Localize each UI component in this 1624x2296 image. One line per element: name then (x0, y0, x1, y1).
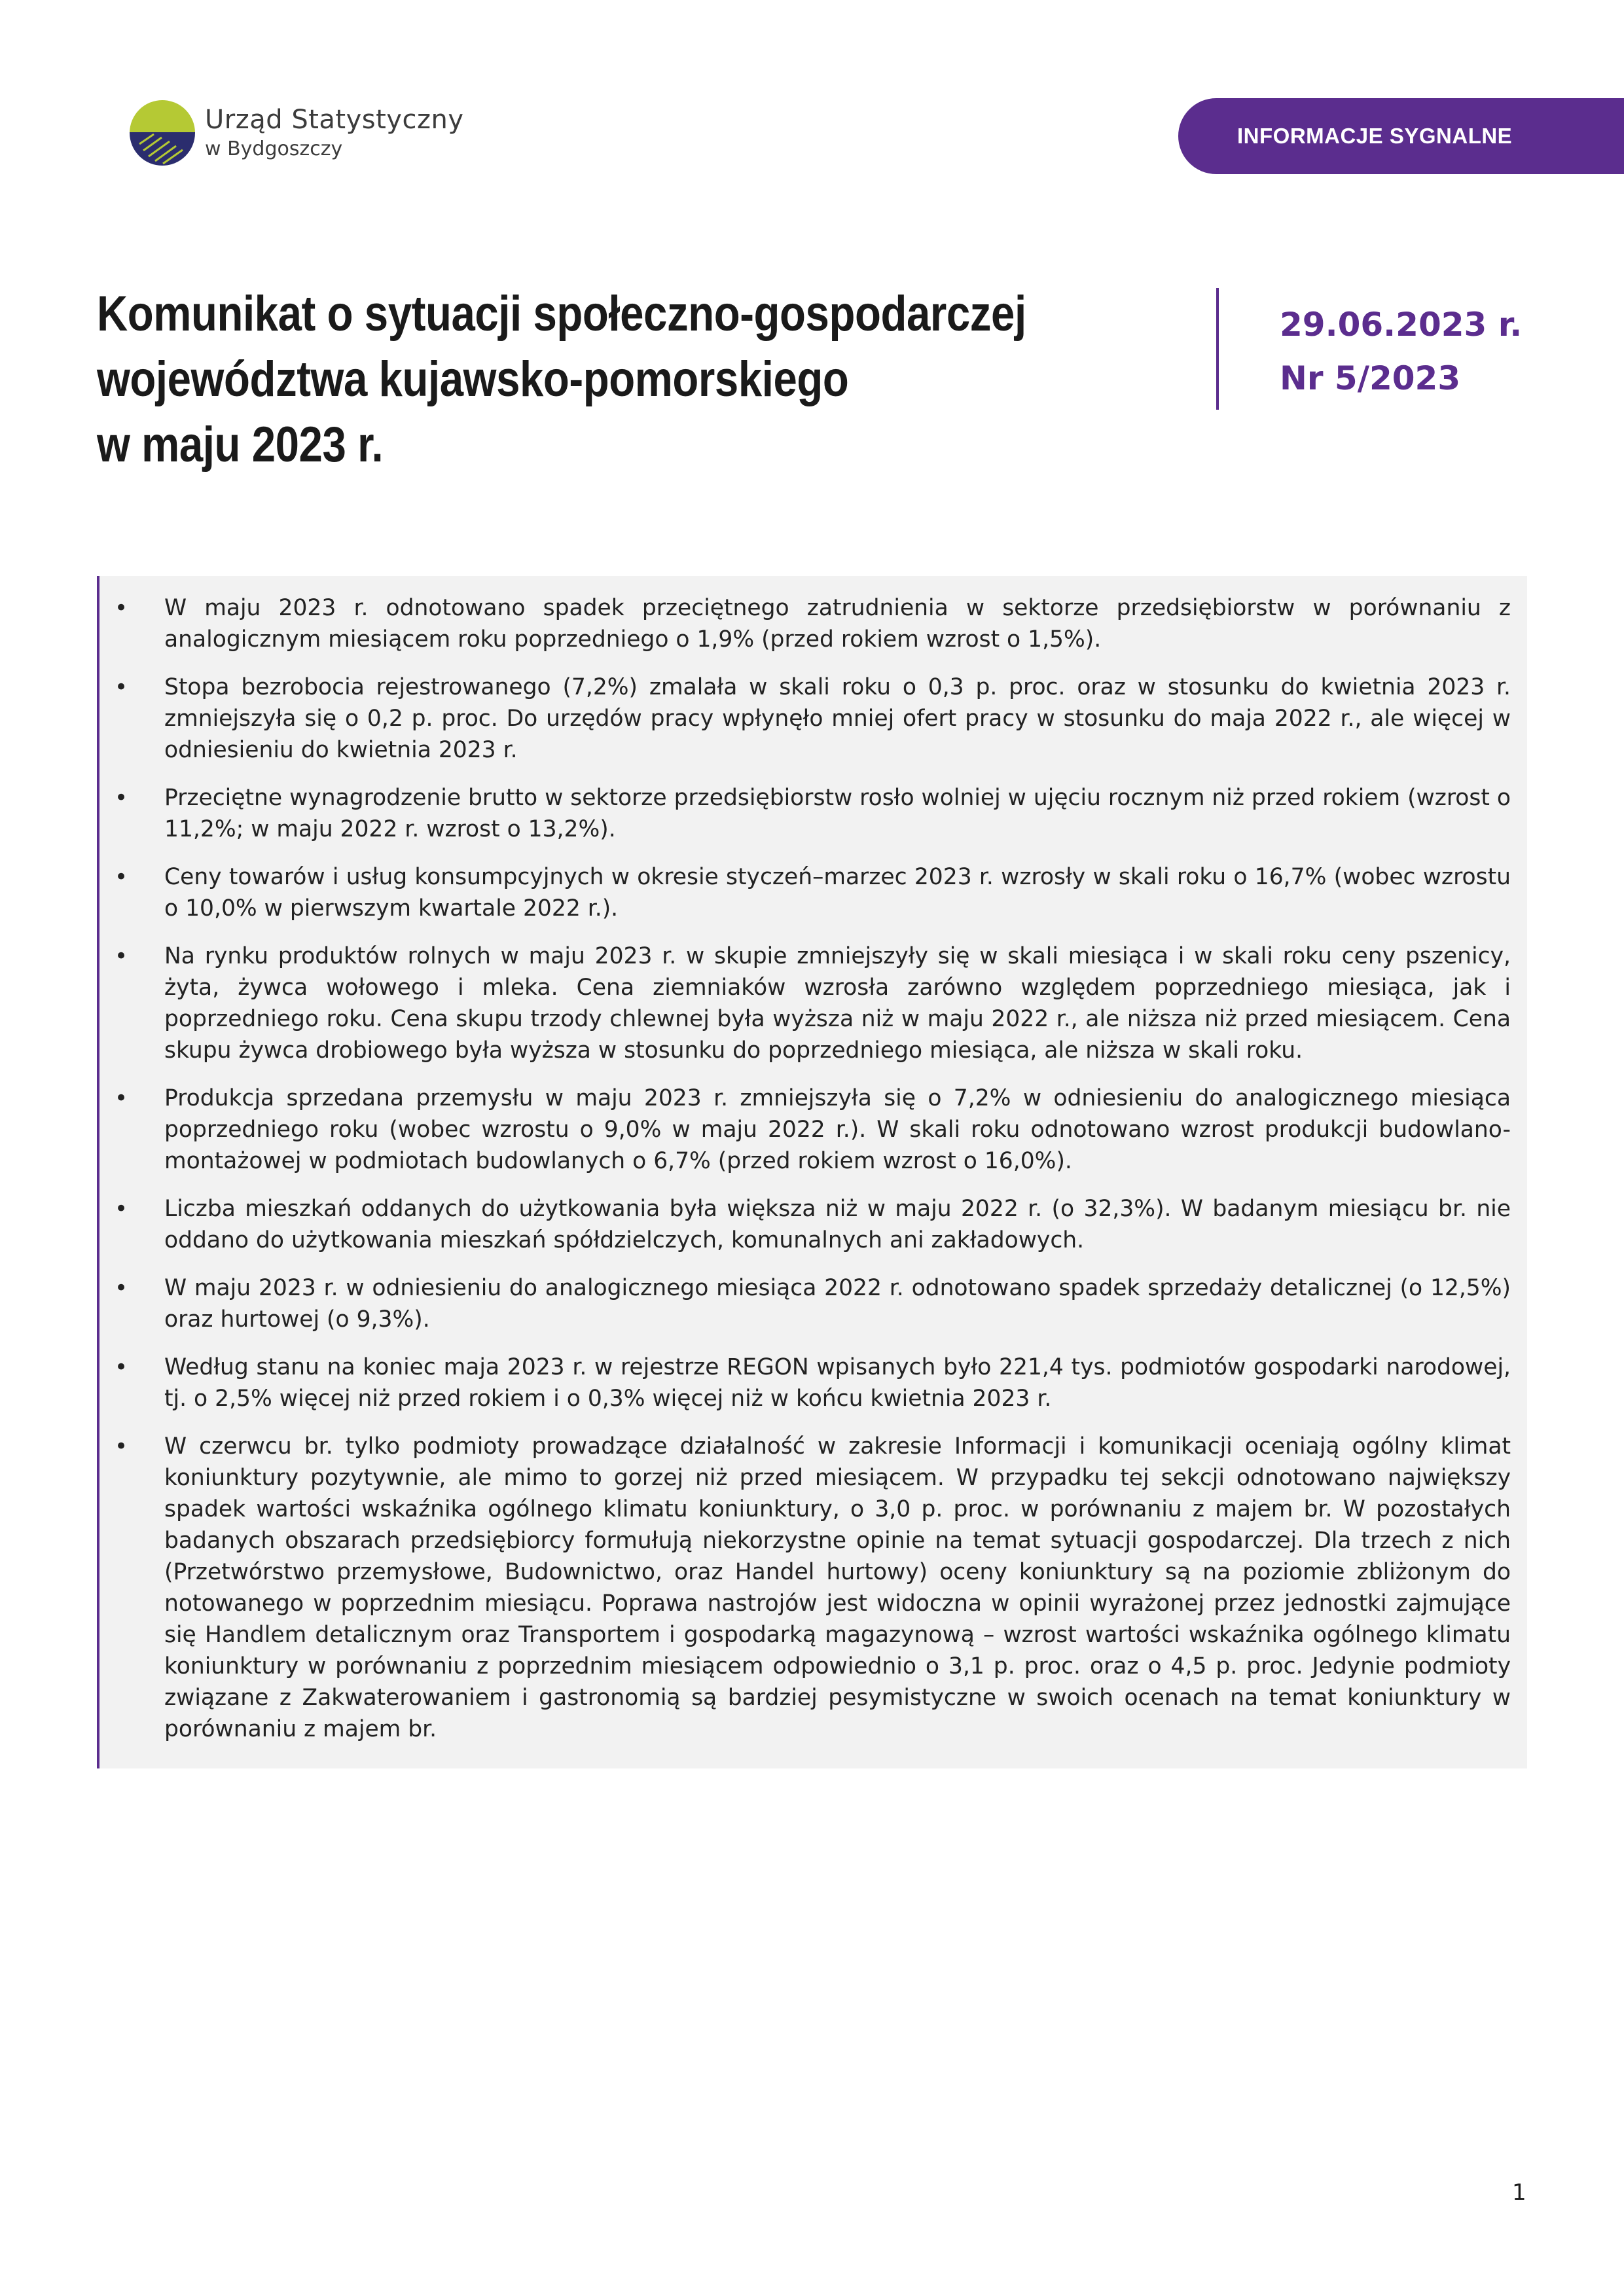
publication-type-badge: INFORMACJE SYGNALNE (1178, 98, 1624, 174)
bullet-icon: • (115, 943, 128, 969)
logo-emblem-icon (128, 85, 197, 181)
summary-item-text: Według stanu na koniec maja 2023 r. w rejestrze REGON wpisanych było 221,4 tys. podmiotów gospodarki narodowej, tj. o 2,5% więcej niż przed rokiem i o 0,3% więcej niż w końcu kwietnia 2023 r. (164, 1354, 1511, 1412)
summary-item-text: W czerwcu br. tylko podmioty prowadzące działalność w zakresie Informacji i komunikacji oceniają ogólny klimat koniunktury pozytywnie, ale mimo to gorzej niż przed miesiącem. W przypadku tej sekcji odnotowano największy spadek wartości wskaźnika ogólnego klimatu koniunktury, o 3,0 p. proc. w porównaniu z majem br. W pozostałych badanych obszarach przedsiębiorcy formułują niekorzystne opinie na temat sytuacji gospodarczej. Dla trzech z nich (Przetwórstwo przemysłowe, Budownictwo, oraz Handel hurtowy) oceny koniunktury są na poziomie zbliżonym do notowanego w poprzednim miesiącu. Poprawa nastrojów jest widoczna w opinii wyrażonej przez jednostki zajmujące się Handlem detalicznym oraz Transportem i gospodarką magazynową – wzrost wartości wskaźnika ogólnego klimatu koniunktury w porównaniu z poprzednim miesiącem odpowiednio o 3,1 p. proc. oraz o 4,5 p. proc. Jedynie podmioty związane z Zakwaterowaniem i gastronomią są bardziej pesymistyczne w swoich ocenach na temat koniunktury w porównaniu z majem br. (164, 1433, 1511, 1742)
summary-item-text: W maju 2023 r. odnotowano spadek przeciętnego zatrudnienia w sektorze przedsiębiorstw w porównaniu z analogicznym miesiącem roku poprzedniego o 1,9% (przed rokiem wzrost o 1,5%). (164, 595, 1511, 653)
title-line-2: województwa kujawsko-pomorskiego (97, 351, 849, 407)
summary-item-text: Przeciętne wynagrodzenie brutto w sektorze przedsiębiorstw rosło wolniej w ujęciu rocznym niż przed rokiem (wzrost o 11,2%; w maju 2022 r. wzrost o 13,2%). (164, 785, 1511, 842)
office-logo (128, 85, 464, 190)
bullet-icon: • (115, 1085, 128, 1111)
summary-item (99, 1193, 1511, 1256)
bullet-icon: • (115, 785, 128, 811)
page-number: 1 (1512, 2179, 1526, 2206)
summary-item (99, 1083, 1511, 1177)
bullet-icon: • (115, 595, 128, 621)
summary-item (99, 941, 1511, 1066)
summary-item-text: Na rynku produktów rolnych w maju 2023 r. w skupie zmniejszyły się w skali miesiąca i w skali roku ceny pszenicy, żyta, żywca wołowego i mleka. Cena ziemniaków wzrosła zarówno względem poprzedniego miesiąca, jak i poprzedniego roku. Cena skupu trzody chlewnej była wyższa niż w maju 2022 r., ale niższa niż przed miesiącem. Cena skupu żywca drobiowego była wyższa w stosunku do poprzedniego miesiąca, ale niższa w skali roku. (164, 943, 1511, 1064)
summary-item (99, 592, 1511, 655)
summary-item-text: Stopa bezrobocia rejestrowanego (7,2%) zmalała w skali roku o 0,3 p. proc. oraz w stosunku do kwietnia 2023 r. zmniejszyła się o 0,2 p. proc. Do urzędów pracy wpłynęło mniej ofert pracy w stosunku do maja 2022 r., ale więcej w odniesieniu do kwietnia 2023 r. (164, 674, 1511, 763)
summary-item-text: Ceny towarów i usług konsumpcyjnych w okresie styczeń–marzec 2023 r. wzrosły w skali roku o 16,7% (wobec wzrostu o 10,0% w pierwszym kwartale 2022 r.). (164, 864, 1511, 922)
summary-item (99, 1431, 1511, 1745)
summary-item (99, 672, 1511, 766)
summary-item (99, 861, 1511, 924)
bullet-icon: • (115, 1354, 128, 1380)
bullet-icon: • (115, 1433, 128, 1460)
title-line-1: Komunikat o sytuacji społeczno-gospodarczej (97, 286, 1026, 342)
summary-item (99, 1352, 1511, 1414)
title-divider (1216, 288, 1219, 410)
page-title (97, 281, 1026, 478)
bullet-icon: • (115, 674, 128, 700)
summary-item-text: Liczba mieszkań oddanych do użytkowania była większa niż w maju 2022 r. (o 32,3%). W badanym miesiącu br. nie oddano do użytkowania mieszkań spółdzielczych, komunalnych ani zakładowych. (164, 1196, 1511, 1253)
logo-office-city: w Bydgoszczy (205, 137, 343, 160)
title-line-3: w maju 2023 r. (97, 417, 384, 473)
publication-number: Nr 5/2023 (1280, 359, 1461, 397)
bullet-icon: • (115, 1275, 128, 1301)
summary-panel (97, 576, 1527, 1768)
summary-item (99, 782, 1511, 845)
logo-office-name: Urząd Statystyczny (205, 105, 464, 135)
bullet-icon: • (115, 1196, 128, 1222)
summary-list (99, 592, 1511, 1745)
publication-date: 29.06.2023 r. (1280, 306, 1523, 344)
summary-item-text: W maju 2023 r. w odniesieniu do analogicznego miesiąca 2022 r. odnotowano spadek sprzedaży detalicznej (o 12,5%) oraz hurtowej (o 9,3%). (164, 1275, 1511, 1333)
bullet-icon: • (115, 864, 128, 890)
summary-item-text: Produkcja sprzedana przemysłu w maju 2023 r. zmniejszyła się o 7,2% w odniesieniu do analogicznego miesiąca poprzedniego roku (wobec wzrostu o 9,0% w maju 2022 r.). W skali roku odnotowano wzrost produkcji budowlano-montażowej w podmiotach budowlanych o 6,7% (przed rokiem wzrost o 16,0%). (164, 1085, 1511, 1174)
publication-meta (1280, 298, 1522, 405)
summary-item (99, 1272, 1511, 1335)
